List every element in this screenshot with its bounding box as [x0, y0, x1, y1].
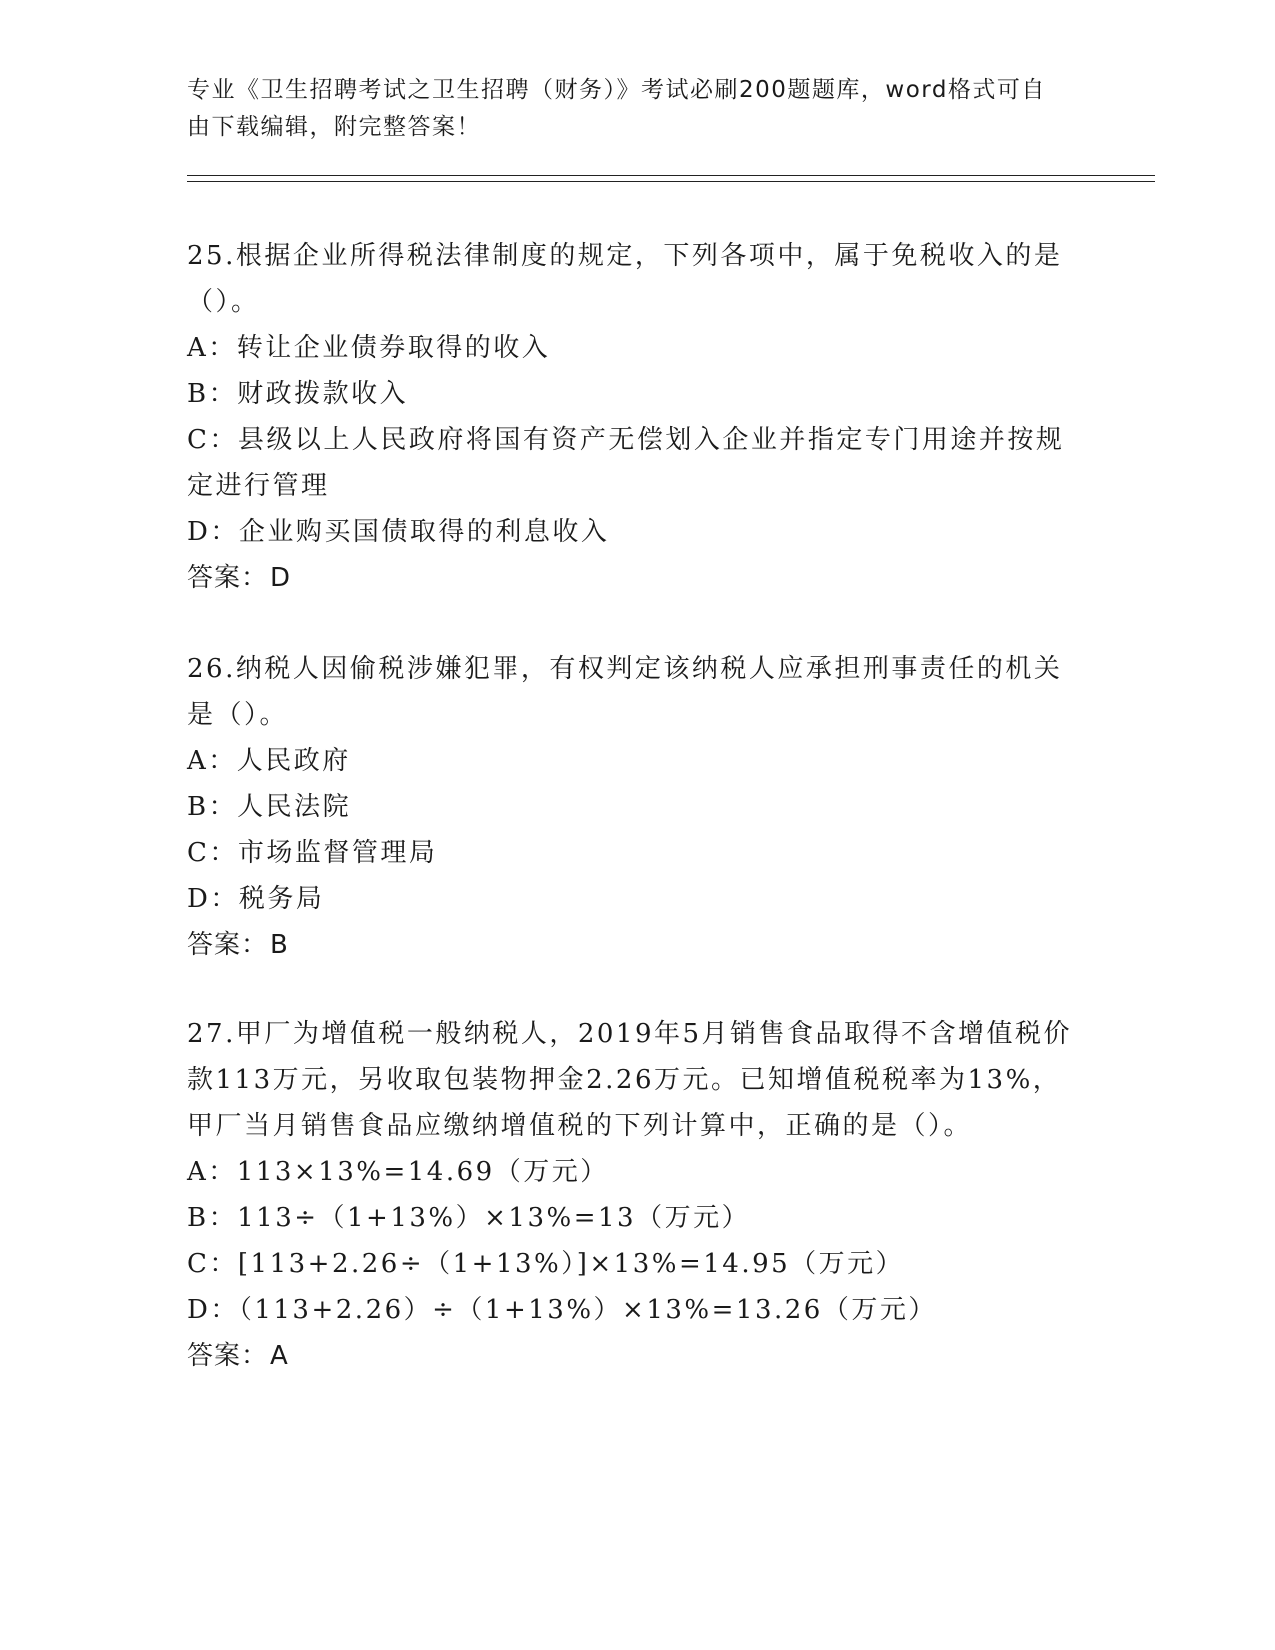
option-b: B：113÷（1+13%）×13%=13（万元） [187, 1203, 751, 1233]
header-divider-top [187, 175, 1155, 176]
question-26 [187, 646, 1087, 968]
answer [187, 555, 1087, 601]
option-c: C：县级以上人民政府将国有资产无偿划入企业并指定专门用途并按规定进行管理 [187, 425, 1065, 501]
question-27 [187, 1011, 1087, 1379]
option-a: A：转让企业债券取得的收入 [187, 333, 551, 363]
header-divider-bottom [187, 181, 1155, 182]
option-d: D：（113+2.26）÷（1+13%）×13%=13.26（万元） [187, 1295, 937, 1325]
answer-value: B [270, 930, 289, 960]
answer-label: 答案： [187, 1341, 269, 1371]
answer-label: 答案： [187, 563, 269, 593]
option-c: C：市场监督管理局 [187, 838, 438, 868]
option-a: A：人民政府 [187, 746, 351, 776]
answer-label: 答案： [187, 930, 269, 960]
question-stem: 27.甲厂为增值税一般纳税人，2019年5月销售食品取得不含增值税价款113万元，另收取包装物押金2.26万元。已知增值税税率为13%，甲厂当月销售食品应缴纳增值税的下列计算中，正确的是（）。 [187, 1019, 1073, 1141]
answer-value: D [270, 563, 292, 593]
option-c: C：[113+2.26÷（1+13%）]×13%=14.95（万元） [187, 1249, 905, 1279]
answer-value: A [270, 1341, 289, 1371]
question-stem: 25.根据企业所得税法律制度的规定，下列各项中，属于免税收入的是（）。 [187, 241, 1063, 317]
option-b: B：财政拨款收入 [187, 379, 409, 409]
document-header: 专业《卫生招聘考试之卫生招聘（财务）》考试必刷200题题库，word格式可自由下载编辑，附完整答案！ [187, 77, 1046, 140]
option-d: D：税务局 [187, 884, 325, 914]
question-stem: 26.纳税人因偷税涉嫌犯罪，有权判定该纳税人应承担刑事责任的机关是（）。 [187, 654, 1063, 730]
answer [187, 1333, 1087, 1379]
option-a: A：113×13%=14.69（万元） [187, 1157, 609, 1187]
option-d: D：企业购买国债取得的利息收入 [187, 517, 610, 547]
option-b: B：人民法院 [187, 792, 352, 822]
question-25 [187, 233, 1087, 601]
answer [187, 922, 1087, 968]
